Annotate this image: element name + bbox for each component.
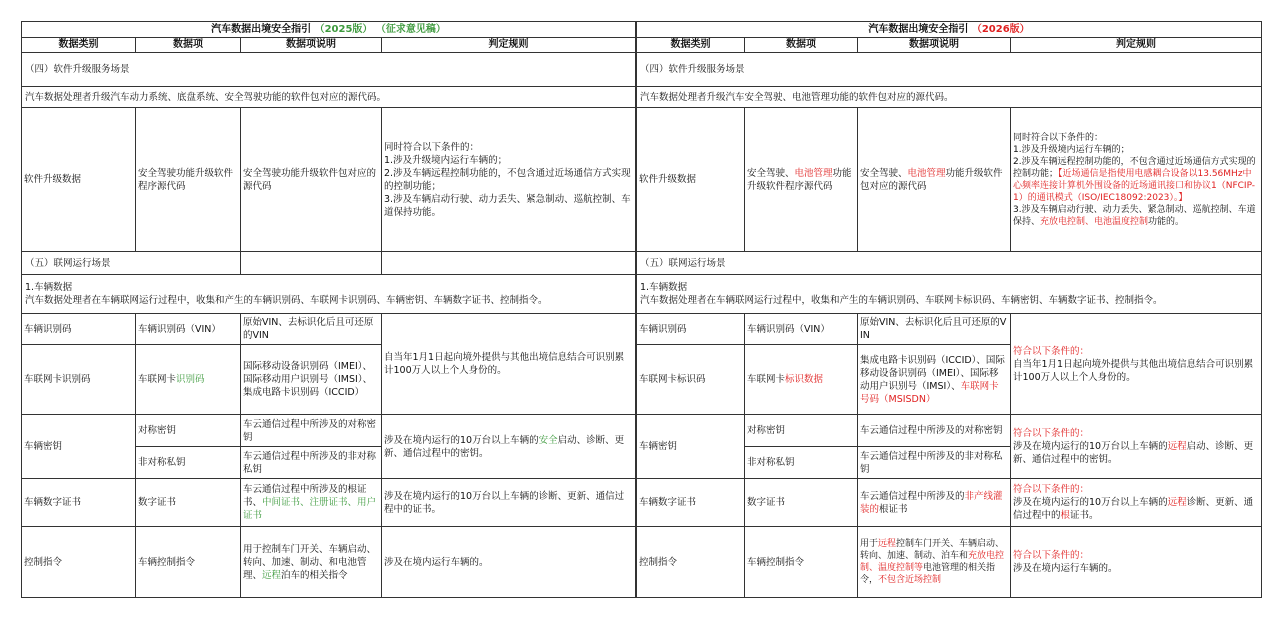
vin-item: 车辆识别码（VIN） [745,314,858,345]
table-title-2026: 汽车数据出境安全指引 （2026版） [637,22,1262,38]
header-data-item: 数据项 [745,38,858,53]
section-5-title: （五）联网运行场景 [22,252,241,275]
header-judgment-rule: 判定规则 [382,38,636,53]
card-category: 车联网卡识别码 [22,345,136,415]
cert-item: 数字证书 [136,479,241,527]
section-4-title: （四）软件升级服务场景 [22,53,636,87]
cert-category: 车辆数字证书 [22,479,136,527]
cmd-category: 控制指令 [637,527,745,598]
cmd-category: 控制指令 [22,527,136,598]
vin-category: 车辆识别码 [637,314,745,345]
header-data-category: 数据类别 [22,38,136,53]
sw-category: 软件升级数据 [637,108,745,252]
cert-item: 数字证书 [745,479,858,527]
sw-item: 安全驾驶功能升级软件程序源代码 [136,108,241,252]
header-item-description: 数据项说明 [858,38,1011,53]
key-item-asymmetric: 非对称私钥 [745,447,858,479]
card-item: 车联网卡标识数据 [745,345,858,415]
card-description: 国际移动设备识别码（IMEI）、国际移动用户识别号（IMSI）、集成电路卡识别码（ICCID） [241,345,382,415]
vin-card-rule: 符合以下条件的： 自当年1月1日起向境外提供与其他出境信息结合可识别累计100万人以上个人身份的。 [1011,314,1262,415]
section-4-title: （四）软件升级服务场景 [637,53,1262,87]
card-category: 车联网卡标识码 [637,345,745,415]
vin-description: 原始VIN、去标识化后且可还原的VIN [241,314,382,345]
guide-2026-table [636,21,1261,598]
cmd-rule: 涉及在境内运行车辆的。 [382,527,636,598]
card-item: 车联网卡识别码 [136,345,241,415]
key-rule: 符合以下条件的： 涉及在境内运行的10万台以上车辆的远程启动、诊断、更新、通信过程中的密钥。 [1011,415,1262,479]
sw-category: 软件升级数据 [22,108,136,252]
cmd-item: 车辆控制指令 [136,527,241,598]
key-category: 车辆密钥 [22,415,136,479]
section-5-empty-rule [382,252,636,275]
section-4-description: 汽车数据处理者升级汽车安全驾驶、电池管理功能的软件包对应的源代码。 [637,87,1262,108]
cmd-item: 车辆控制指令 [745,527,858,598]
key-category: 车辆密钥 [637,415,745,479]
card-description: 集成电路卡识别码（ICCID）、国际移动设备识别码（IMEI）、国际移动用户识别号（IMSI）、车联网卡号码（MSISDN） [858,345,1011,415]
sw-item: 安全驾驶、电池管理功能升级软件程序源代码 [745,108,858,252]
header-judgment-rule: 判定规则 [1011,38,1262,53]
table-title-2025: 汽车数据出境安全指引 （2025版） （征求意见稿） [22,22,636,38]
section-5-description: 1.车辆数据 汽车数据处理者在车辆联网运行过程中，收集和产生的车辆识别码、车联网卡识别码、车辆密钥、车辆数字证书、控制指令。 [22,275,636,314]
key-item-asymmetric: 非对称私钥 [136,447,241,479]
cmd-description: 用于控制车门开关、车辆启动、转向、加速、制动、和电池管理、远程泊车的相关指令 [241,527,382,598]
sw-rule: 同时符合以下条件的： 1.涉及升级境内运行车辆的； 2.涉及车辆远程控制功能的，不包含通过近场通信方式实现的控制功能； 3.涉及车辆启动行驶、动力丢失、紧急制动、巡航控制、车道保持功能。 [382,108,636,252]
vin-item: 车辆识别码（VIN） [136,314,241,345]
key-desc-asymmetric: 车云通信过程中所涉及的非对称私钥 [241,447,382,479]
vin-category: 车辆识别码 [22,314,136,345]
cert-description: 车云通信过程中所涉及的非产线灌装的根证书 [858,479,1011,527]
sw-description: 安全驾驶、电池管理功能升级软件包对应的源代码 [858,108,1011,252]
cert-rule: 涉及在境内运行的10万台以上车辆的诊断、更新、通信过程中的证书。 [382,479,636,527]
header-data-category: 数据类别 [637,38,745,53]
sw-rule: 同时符合以下条件的： 1.涉及升级境内运行车辆的； 2.涉及车辆远程控制功能的，不包含通过近场通信方式实现的控制功能；【近场通信是指使用电感耦合设备以13.56MHz中心频率连接计算机外围设备的近场通讯接口和协议1（NFCIP-1）的通讯模式（ISO/IEC18092:2023）。】 3.涉及车辆启动行驶、动力丢失、紧急制动、巡航控制、车道保持、充放电控制、电池温度控制功能的。 [1011,108,1262,252]
cert-category: 车辆数字证书 [637,479,745,527]
cert-description: 车云通信过程中所涉及的根证书、中间证书、注册证书、用户证书 [241,479,382,527]
vin-card-rule: 自当年1月1日起向境外提供与其他出境信息结合可识别累计100万人以上个人身份的。 [382,314,636,415]
section-5-empty [241,252,382,275]
cmd-description: 用于远程控制车门开关、车辆启动、转向、加速、制动、泊车和充放电控制、温度控制等电池管理的相关指令，不包含近场控制 [858,527,1011,598]
section-5-title: （五）联网运行场景 [637,252,1262,275]
sw-description: 安全驾驶功能升级软件包对应的源代码 [241,108,382,252]
key-desc-symmetric: 车云通信过程中所涉及的对称密钥 [241,415,382,447]
key-item-symmetric: 对称密钥 [136,415,241,447]
key-desc-asymmetric: 车云通信过程中所涉及的非对称私钥 [858,447,1011,479]
key-item-symmetric: 对称密钥 [745,415,858,447]
key-rule: 涉及在境内运行的10万台以上车辆的安全启动、诊断、更新、通信过程中的密钥。 [382,415,636,479]
cert-rule: 符合以下条件的： 涉及在境内运行的10万台以上车辆的远程诊断、更新、通信过程中的根证书。 [1011,479,1262,527]
cmd-rule: 符合以下条件的： 涉及在境内运行车辆的。 [1011,527,1262,598]
header-item-description: 数据项说明 [241,38,382,53]
vin-description: 原始VIN、去标识化后且可还原的VIN [858,314,1011,345]
section-4-description: 汽车数据处理者升级汽车动力系统、底盘系统、安全驾驶功能的软件包对应的源代码。 [22,87,636,108]
key-desc-symmetric: 车云通信过程中所涉及的对称密钥 [858,415,1011,447]
section-5-description: 1.车辆数据 汽车数据处理者在车辆联网运行过程中，收集和产生的车辆识别码、车联网卡标识码、车辆密钥、车辆数字证书、控制指令。 [637,275,1262,314]
header-data-item: 数据项 [136,38,241,53]
guide-2025-table [21,21,635,598]
